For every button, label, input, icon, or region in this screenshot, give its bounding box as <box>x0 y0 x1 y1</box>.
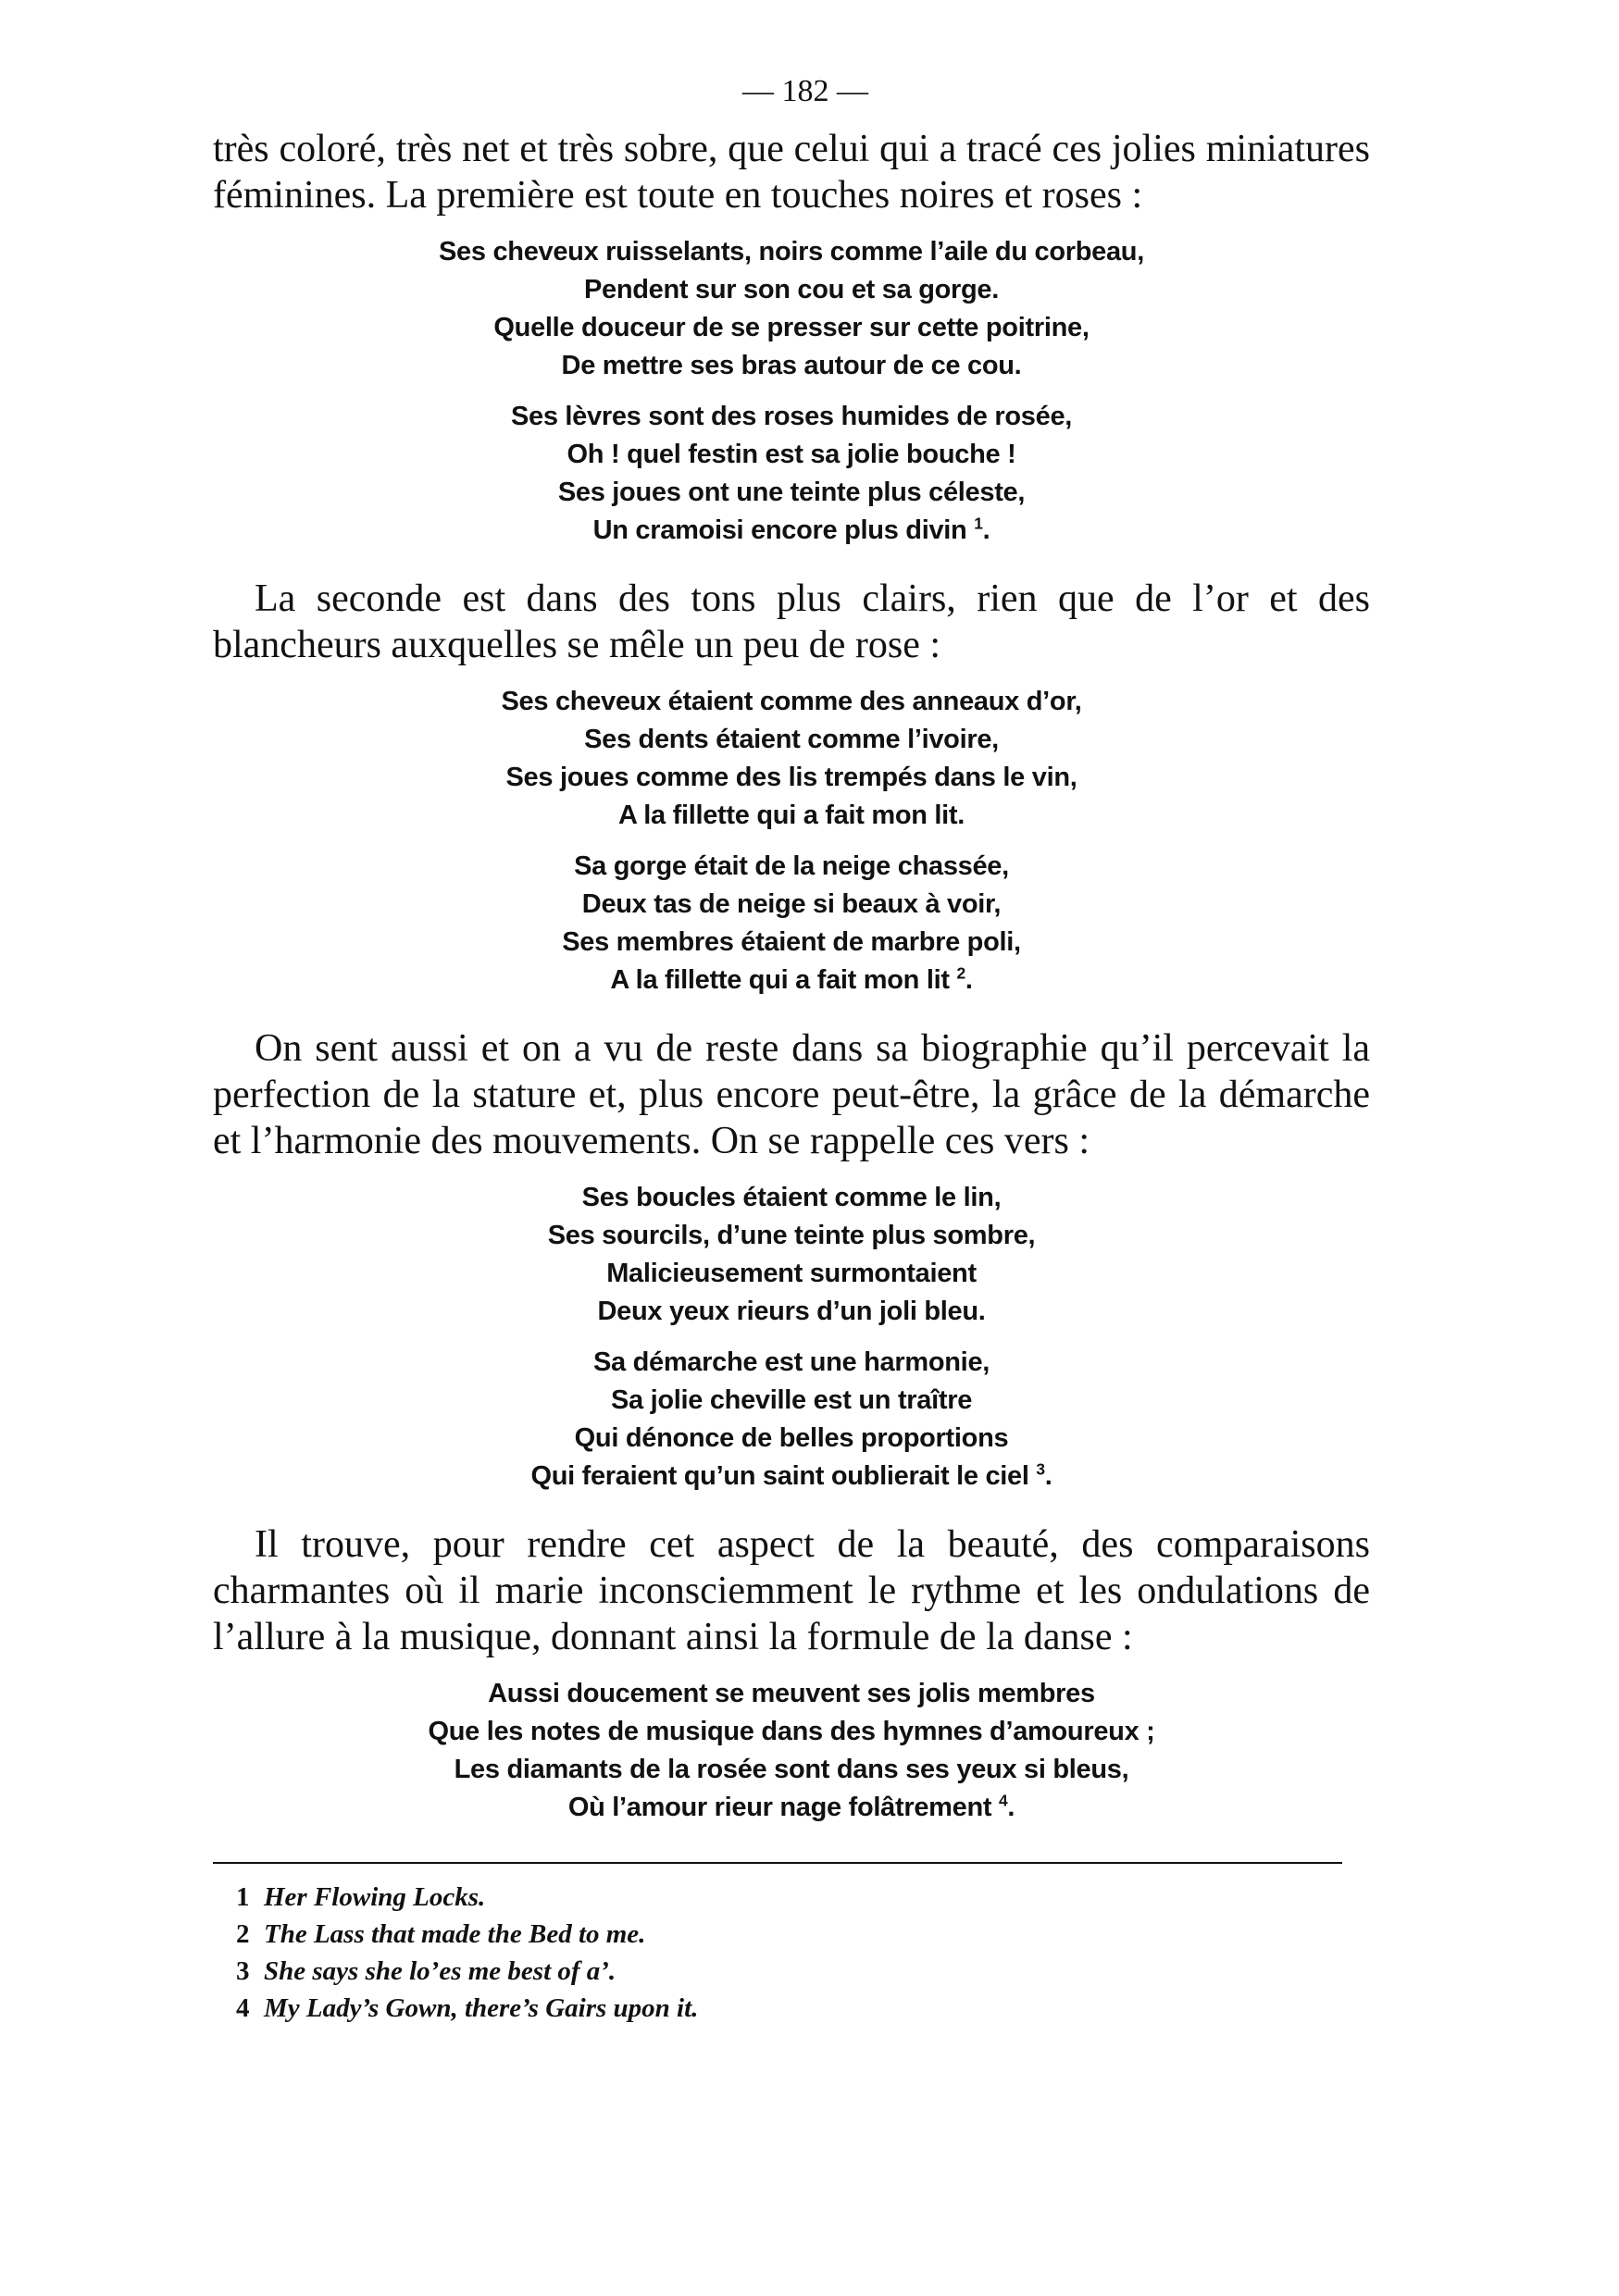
verse-line: Ses sourcils, d’une teinte plus sombre, <box>547 1221 1036 1250</box>
verse-line: Aussi doucement se meuvent ses jolis membres <box>488 1679 1095 1708</box>
footnote-ref-1[interactable]: 1 <box>974 514 983 533</box>
poem-4-stanza-1 <box>213 1675 1370 1827</box>
page-number: — 182 — <box>742 74 868 108</box>
footnote-ref-2[interactable]: 2 <box>956 963 965 983</box>
verse-line: Sa démarche est une harmonie, <box>592 1347 990 1377</box>
verse-line: Malicieusement surmontaient <box>606 1259 977 1288</box>
verse-line: Sa jolie cheville est un traître <box>610 1385 973 1415</box>
verse-end-punct: . <box>1007 1793 1015 1822</box>
verse-line: Ses boucles étaient comme le lin, <box>581 1183 1002 1212</box>
verse-line: Deux yeux rieurs d’un joli bleu. <box>597 1297 986 1326</box>
verse-end-punct: . <box>1044 1461 1052 1491</box>
footnote-ref-4[interactable]: 4 <box>999 1791 1008 1810</box>
footnote-1 <box>236 1879 1370 1916</box>
verse-line: Pendent sur son cou et sa gorge. <box>583 275 1000 304</box>
footnote-4 <box>236 1990 1370 2027</box>
footnote-number: 4 <box>236 1993 250 2023</box>
poem-4 <box>213 1675 1370 1827</box>
verse-line: Ses joues ont une teinte plus céleste, <box>557 478 1026 507</box>
paragraph-4: Il trouve, pour rendre cet aspect de la beauté, des comparaisons charmantes où il marie inconsciemment le rythme et les ondulations de l’allure à la musique, donnant ainsi la formule de la danse : <box>213 1523 1370 1658</box>
verse-text: Un cramoisi encore plus divin <box>592 515 967 545</box>
poem-1-stanza-2 <box>213 398 1370 550</box>
poem-2-stanza-2 <box>213 848 1370 999</box>
verse-line: A la fillette qui a fait mon lit. <box>617 800 965 830</box>
footnote-number: 3 <box>236 1956 250 1986</box>
verse-line-with-note <box>213 1789 1370 1827</box>
verse-line: Les diamants de la rosée sont dans ses yeux si bleus, <box>454 1755 1129 1784</box>
verse-line: Deux tas de neige si beaux à voir, <box>581 889 1002 919</box>
verse-line: Oh ! quel festin est sa jolie bouche ! <box>567 440 1016 469</box>
footnote-text: The Lass that made the Bed to me. <box>264 1919 646 1949</box>
verse-line: Ses membres étaient de marbre poli, <box>562 927 1021 957</box>
poem-3-stanza-2 <box>213 1344 1370 1496</box>
footnote-number: 1 <box>236 1882 250 1912</box>
footnote-text: My Lady’s Gown, there’s Gairs upon it. <box>264 1993 699 2023</box>
paragraph-2: La seconde est dans des tons plus clairs, rien que de l’or et des blancheurs auxquelles se mêle un peu de rose : <box>213 577 1370 666</box>
verse-line: Ses cheveux ruisselants, noirs comme l’aile du corbeau, <box>439 237 1144 267</box>
verse-line: Ses joues comme des lis trempés dans le vin, <box>505 763 1077 792</box>
verse-text: Qui feraient qu’un saint oublierait le ciel <box>530 1461 1029 1491</box>
verse-line: Quelle douceur de se presser sur cette poitrine, <box>493 313 1090 342</box>
footnote-2 <box>236 1916 1370 1953</box>
verse-line: Ses cheveux étaient comme des anneaux d’or, <box>501 687 1082 716</box>
verse-text: Où l’amour rieur nage folâtrement <box>567 1793 992 1822</box>
intro-paragraph: très coloré, très net et très sobre, que celui qui a tracé ces jolies miniatures féminines. La première est toute en touches noires et roses : <box>213 128 1370 217</box>
poem-2 <box>213 683 1370 999</box>
poem-3-stanza-1 <box>213 1179 1370 1331</box>
footnotes <box>213 1879 1370 2027</box>
poem-2-stanza-1 <box>213 683 1370 835</box>
footnote-ref-3[interactable]: 3 <box>1036 1459 1045 1479</box>
poem-3 <box>213 1179 1370 1496</box>
poem-1-stanza-1 <box>213 233 1370 385</box>
footnote-number: 2 <box>236 1919 250 1949</box>
verse-line-with-note <box>213 1458 1370 1496</box>
footnote-text: She says she lo’es me best of a’. <box>264 1956 616 1986</box>
verse-line-with-note <box>213 962 1370 999</box>
verse-line: Que les notes de musique dans des hymnes d’amoureux ; <box>428 1717 1155 1746</box>
verse-line: Qui dénonce de belles proportions <box>574 1423 1009 1453</box>
verse-line: Ses lèvres sont des roses humides de rosée, <box>510 402 1073 431</box>
footnote-divider <box>213 1862 1342 1864</box>
verse-line: De mettre ses bras autour de ce cou. <box>561 351 1022 380</box>
poem-1 <box>213 233 1370 550</box>
verse-line: Sa gorge était de la neige chassée, <box>574 851 1009 881</box>
verse-end-punct: . <box>982 515 990 545</box>
footnote-3 <box>236 1953 1370 1990</box>
verse-line: Ses dents étaient comme l’ivoire, <box>584 725 999 754</box>
paragraph-3: On sent aussi et on a vu de reste dans sa biographie qu’il percevait la perfection de la stature et, plus encore peut-être, la grâce de la démarche et l’harmonie des mouvements. On se rappelle ces vers : <box>213 1027 1370 1162</box>
footnote-text: Her Flowing Locks. <box>264 1882 486 1912</box>
verse-text: A la fillette qui a fait mon lit <box>610 965 950 995</box>
document-page <box>213 74 1370 2027</box>
verse-end-punct: . <box>965 965 973 995</box>
verse-line-with-note <box>213 512 1370 550</box>
